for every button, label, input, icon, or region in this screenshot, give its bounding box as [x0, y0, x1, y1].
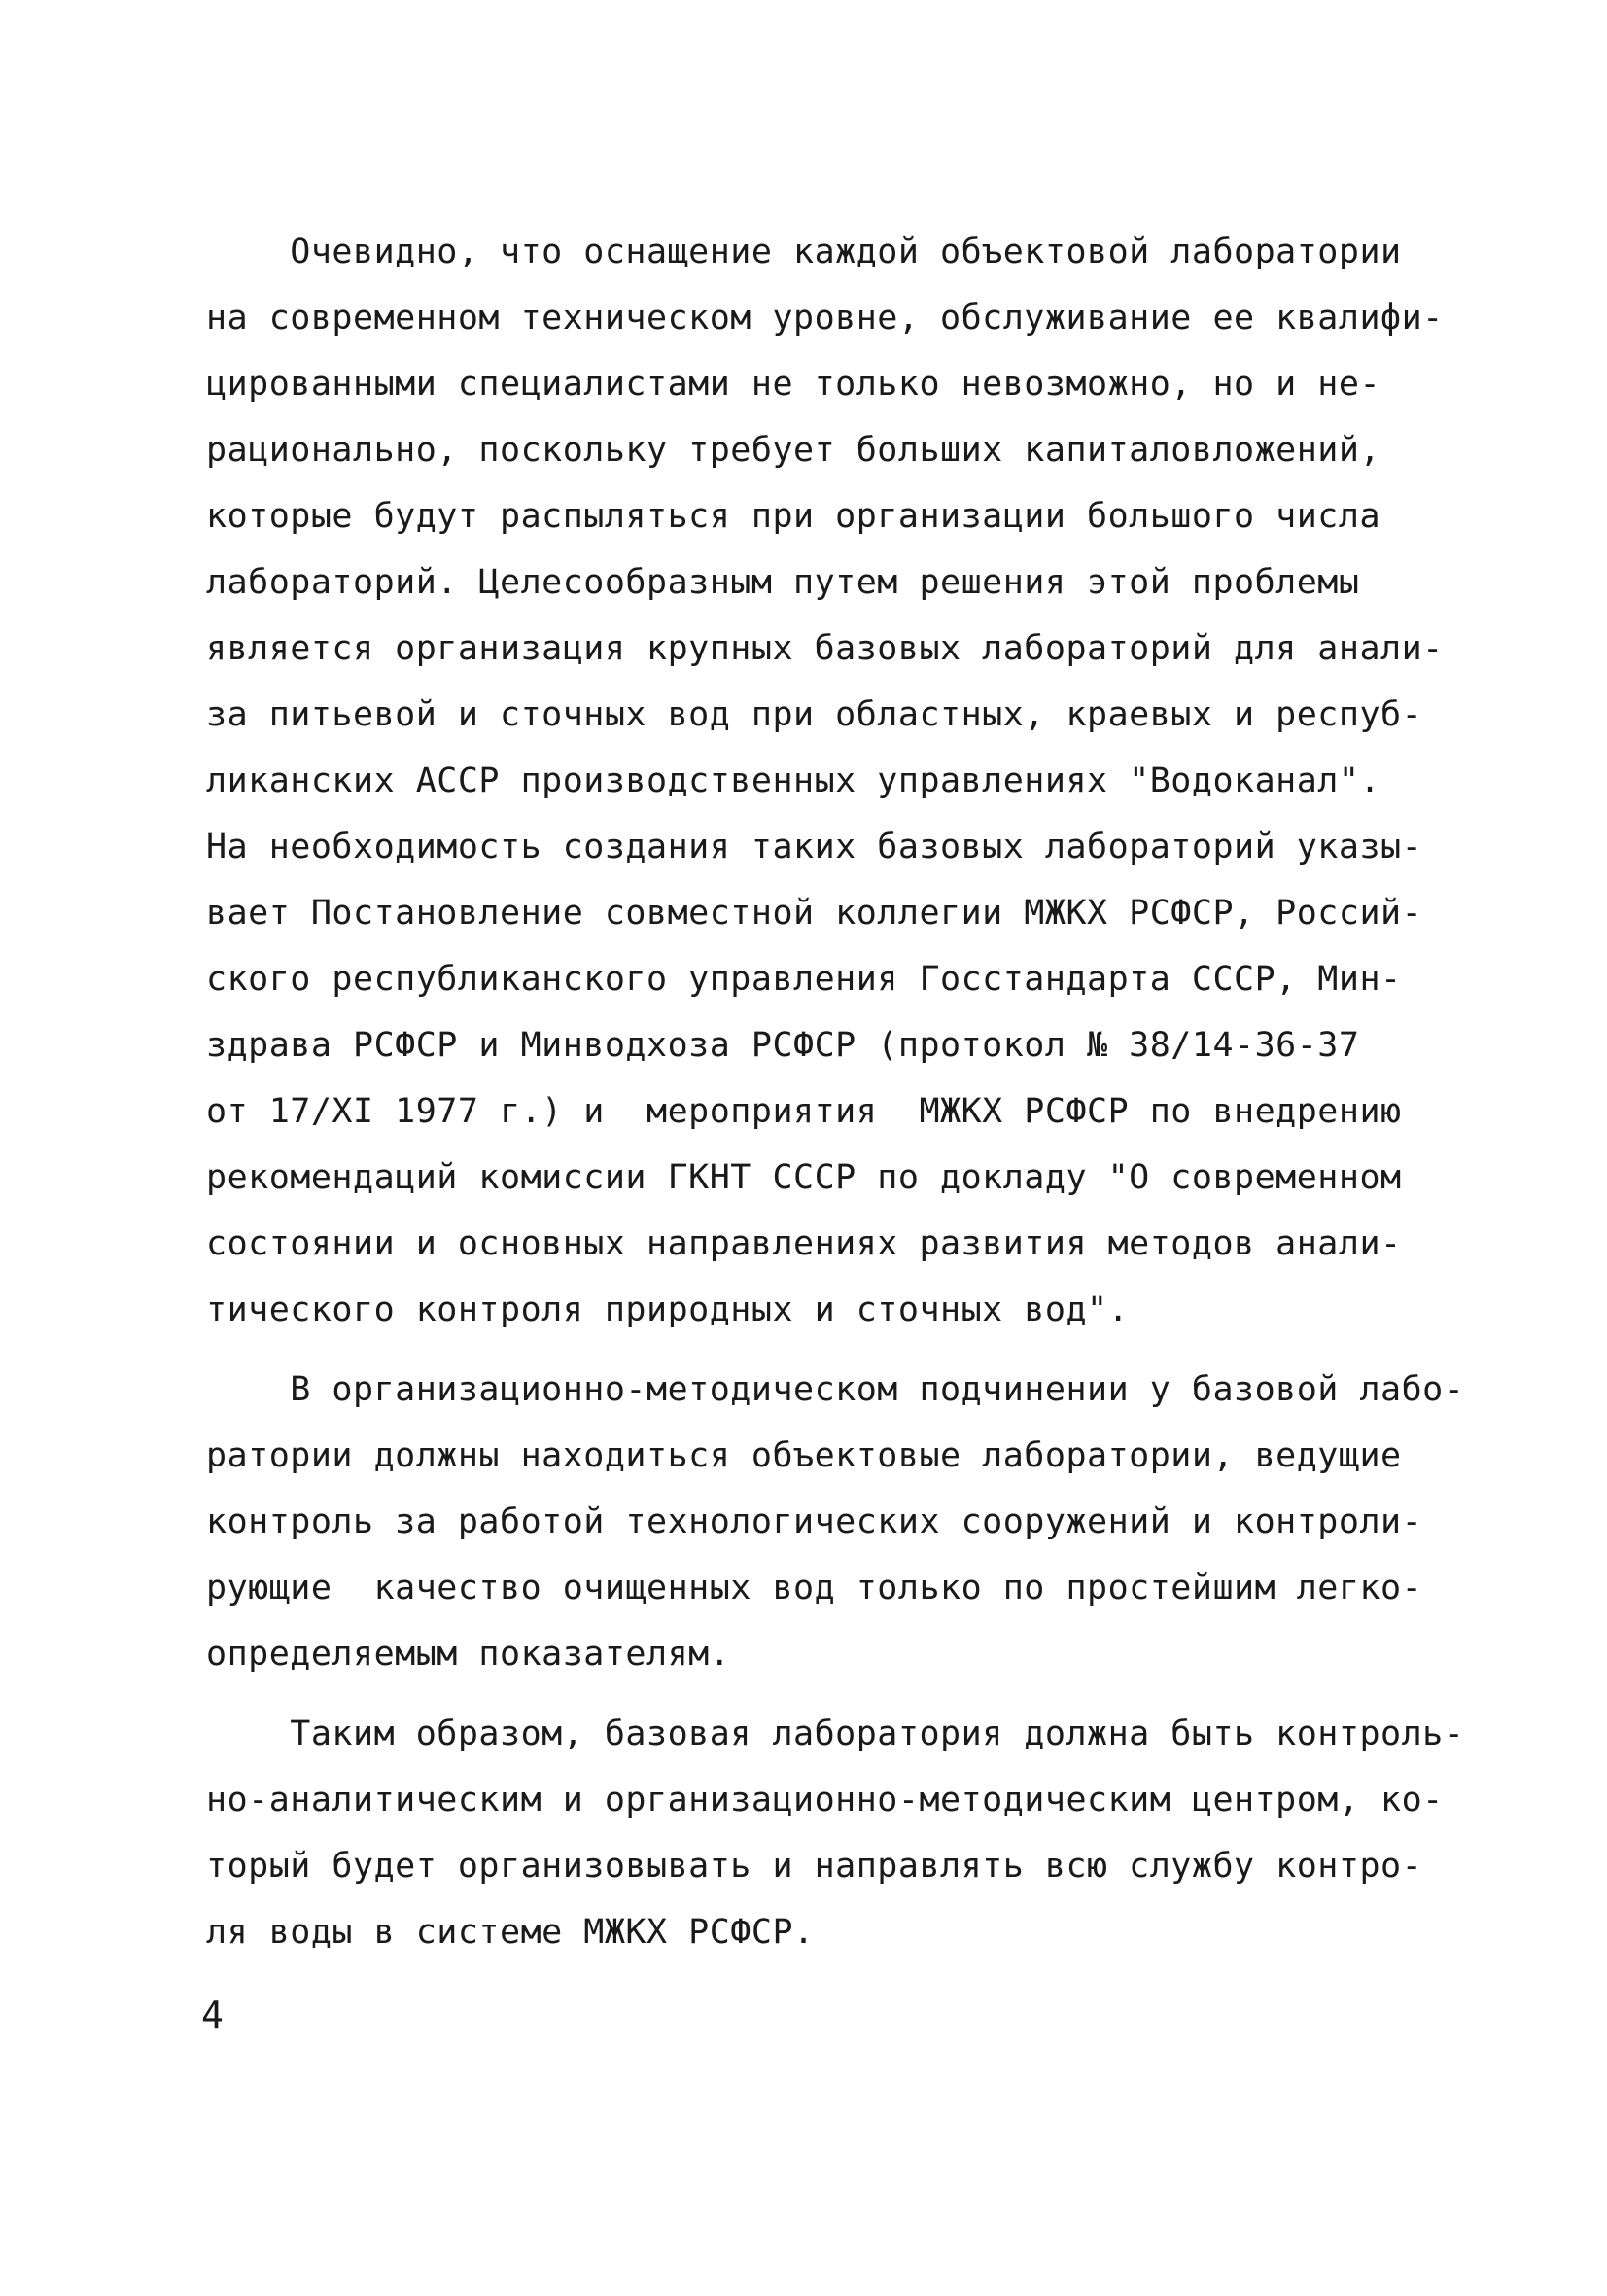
- text-line: но-аналитическим и организационно-методическим центром, ко-: [206, 1781, 1444, 1819]
- paragraph-gap: [206, 1343, 1421, 1357]
- text-line: которые будут распыляться при организации большого числа: [206, 497, 1381, 536]
- text-line: определяемым показателям.: [206, 1635, 731, 1674]
- text-line: ликанских АССР производственных управлениях "Водоканал".: [206, 761, 1381, 800]
- text-line: вает Постановление совместной коллегии МЖКХ РСФСР, Россий-: [206, 894, 1423, 933]
- text-line: ского республиканского управления Госстандарта СССР, Мин-: [206, 960, 1402, 999]
- text-line: тического контроля природных и сточных вод".: [206, 1290, 1130, 1329]
- text-line: контроль за работой технологических сооружений и контроли-: [206, 1502, 1423, 1541]
- text-line: здрава РСФСР и Минводхоза РСФСР (протокол № 38/14-36-37: [206, 1026, 1360, 1065]
- text-line: рационально, поскольку требует больших капиталовложений,: [206, 431, 1381, 470]
- text-line: рующие качество очищенных вод только по простейшим легко-: [206, 1569, 1423, 1607]
- body-text: [206, 219, 1465, 1965]
- text-line: за питьевой и сточных вод при областных, краевых и респуб-: [206, 695, 1423, 734]
- paragraph-1: [206, 219, 1444, 1343]
- text-line: Очевидно, что оснащение каждой объектовой лаборатории: [206, 232, 1402, 271]
- text-line: ля воды в системе МЖКХ РСФСР.: [206, 1913, 815, 1952]
- paragraph-2: [206, 1357, 1465, 1687]
- text-line: на современном техническом уровне, обслуживание ее квалифи-: [206, 299, 1444, 337]
- page-number: 4: [201, 1994, 224, 2036]
- paragraph-3: [206, 1701, 1465, 1965]
- text-line: является организация крупных базовых лабораторий для анали-: [206, 629, 1444, 668]
- text-line: лабораторий. Целесообразным путем решения этой проблемы: [206, 563, 1360, 602]
- text-line: ратории должны находиться объектовые лаборатории, ведущие: [206, 1436, 1402, 1475]
- paragraph-gap: [206, 1687, 1421, 1701]
- text-line: цированными специалистами не только невозможно, но и не-: [206, 365, 1381, 404]
- text-line: рекомендаций комиссии ГКНТ СССР по докладу "О современном: [206, 1158, 1402, 1197]
- text-line: На необходимость создания таких базовых лабораторий указы-: [206, 828, 1423, 866]
- text-line: от 17/XI 1977 г.) и мероприятия МЖКХ РСФСР по внедрению: [206, 1092, 1402, 1131]
- text-line: состоянии и основных направлениях развития методов анали-: [206, 1224, 1402, 1263]
- text-line: Таким образом, базовая лаборатория должна быть контроль-: [206, 1714, 1465, 1753]
- text-line: В организационно-методическом подчинении у базовой лабо-: [206, 1370, 1465, 1409]
- text-line: торый будет организовывать и направлять всю службу контро-: [206, 1847, 1423, 1886]
